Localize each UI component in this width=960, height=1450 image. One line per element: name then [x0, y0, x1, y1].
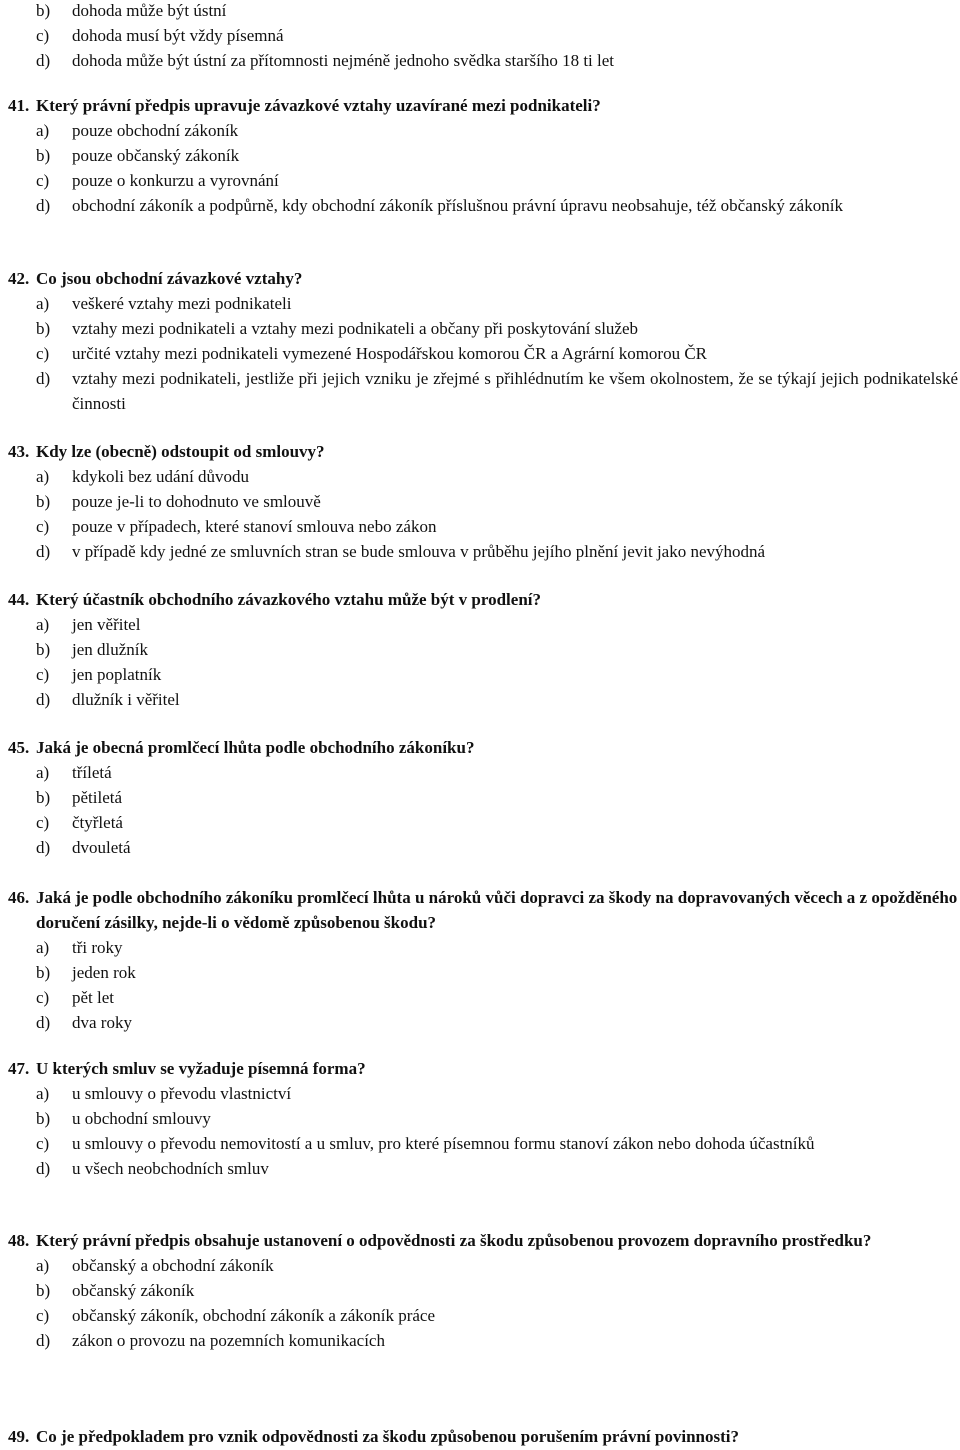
option-row [8, 1131, 958, 1156]
question-text: Jaká je obecná promlčecí lhůta podle obchodního zákoníku? [36, 738, 475, 757]
question-number: 43. [8, 442, 30, 461]
question-48 [8, 1228, 958, 1353]
option-letter: c) [36, 665, 50, 684]
option-row [8, 1303, 958, 1328]
option-row [8, 0, 958, 23]
option-row [8, 1328, 958, 1353]
question-number: 44. [8, 590, 30, 609]
option-letter: b) [36, 788, 51, 807]
option-text: občanský a obchodní zákoník [72, 1256, 274, 1275]
question-number: 46. [8, 888, 30, 907]
question-number: 49. [8, 1427, 30, 1446]
option-row [8, 687, 958, 712]
option-letter: c) [36, 344, 50, 363]
option-text: u všech neobchodních smluv [72, 1159, 269, 1178]
option-text: jeden rok [72, 963, 136, 982]
option-text: dva roky [72, 1013, 132, 1032]
option-text: vztahy mezi podnikateli, jestliže při jejich vzniku je zřejmé s přihlédnutím ke všem okolnostem, že se týkají jejich podnikatelské činnosti [72, 369, 958, 413]
option-text: veškeré vztahy mezi podnikateli [72, 294, 292, 313]
option-row [8, 1010, 958, 1035]
option-text: tříletá [72, 763, 112, 782]
question-42 [8, 266, 958, 416]
question-text: Co jsou obchodní závazkové vztahy? [36, 269, 303, 288]
option-row [8, 464, 958, 489]
option-text: u smlouvy o převodu nemovitostí a u smluv, pro které písemnou formu stanoví zákon nebo dohoda účastníků [72, 1134, 815, 1153]
option-letter: c) [36, 517, 50, 536]
option-row [8, 539, 958, 564]
option-text: dvouletá [72, 838, 131, 857]
question-heading [8, 735, 958, 760]
option-text: pouze je-li to dohodnuto ve smlouvě [72, 492, 321, 511]
option-text: jen věřitel [72, 615, 141, 634]
option-letter: c) [36, 813, 50, 832]
question-43 [8, 439, 958, 564]
question-heading [8, 587, 958, 612]
option-row [8, 1156, 958, 1181]
option-letter: c) [36, 1306, 50, 1325]
option-text: u obchodní smlouvy [72, 1109, 211, 1128]
question-number: 41. [8, 96, 30, 115]
option-text: dlužník i věřitel [72, 690, 180, 709]
option-text: v případě kdy jedné ze smluvních stran se bude smlouva v průběhu jejího plnění jevit jako nevýhodná [72, 542, 766, 561]
question-number: 42. [8, 269, 30, 288]
option-text: kdykoli bez udání důvodu [72, 467, 250, 486]
option-row [8, 514, 958, 539]
option-row [8, 168, 958, 193]
option-text: pouze občanský zákoník [72, 146, 240, 165]
option-letter: d) [36, 196, 51, 215]
question-heading [8, 1056, 958, 1081]
option-text: dohoda může být ústní [72, 1, 227, 20]
question-46 [8, 885, 958, 1035]
option-letter: a) [36, 121, 50, 140]
question-45 [8, 735, 958, 860]
option-row [8, 662, 958, 687]
option-letter: d) [36, 542, 51, 561]
question-text: Který právní předpis upravuje závazkové vztahy uzavírané mezi podnikateli? [36, 96, 601, 115]
option-row [8, 835, 958, 860]
option-row [8, 489, 958, 514]
option-row [8, 612, 958, 637]
option-row [8, 1106, 958, 1131]
intro-options [8, 0, 958, 73]
option-text: občanský zákoník, obchodní zákoník a zákoník práce [72, 1306, 436, 1325]
question-49 [8, 1424, 958, 1449]
option-text: jen dlužník [72, 640, 149, 659]
option-letter: b) [36, 963, 51, 982]
option-letter: d) [36, 690, 51, 709]
option-row [8, 143, 958, 168]
question-text: Který právní předpis obsahuje ustanovení o odpovědnosti za škodu způsobenou provozem dopravního prostředku? [36, 1231, 872, 1250]
option-letter: a) [36, 294, 50, 313]
option-text: pouze obchodní zákoník [72, 121, 239, 140]
question-heading [8, 93, 958, 118]
option-text: tři roky [72, 938, 123, 957]
question-heading [8, 1228, 958, 1253]
option-letter: d) [36, 369, 51, 388]
option-row [8, 760, 958, 785]
option-row [8, 1278, 958, 1303]
option-text: pět let [72, 988, 115, 1007]
option-text: čtyřletá [72, 813, 123, 832]
option-letter: b) [36, 1109, 51, 1128]
question-47 [8, 1056, 958, 1181]
option-letter: c) [36, 26, 50, 45]
option-letter: a) [36, 763, 50, 782]
option-letter: a) [36, 1256, 50, 1275]
option-row [8, 23, 958, 48]
question-heading [8, 266, 958, 291]
option-row [8, 637, 958, 662]
question-41 [8, 93, 958, 218]
option-text: pouze o konkurzu a vyrovnání [72, 171, 279, 190]
option-row [8, 316, 958, 341]
question-number: 45. [8, 738, 30, 757]
option-letter: b) [36, 319, 51, 338]
option-row [8, 810, 958, 835]
option-text: jen poplatník [72, 665, 162, 684]
option-letter: b) [36, 492, 51, 511]
option-letter: a) [36, 615, 50, 634]
option-letter: d) [36, 1159, 51, 1178]
option-text: pouze v případech, které stanoví smlouva nebo zákon [72, 517, 437, 536]
option-text: pětiletá [72, 788, 123, 807]
option-letter: d) [36, 838, 51, 857]
question-heading [8, 439, 958, 464]
option-letter: a) [36, 938, 50, 957]
option-row [8, 785, 958, 810]
question-text: Jaká je podle obchodního zákoníku promlčecí lhůta u nároků vůči dopravci za škody na dopravovaných věcech a z opožděného doručení zásilky, nejde-li o vědomě způsobenou škodu? [36, 888, 958, 932]
option-letter: b) [36, 146, 51, 165]
option-row [8, 960, 958, 985]
option-row [8, 1253, 958, 1278]
option-letter: d) [36, 1331, 51, 1350]
option-text: dohoda může být ústní za přítomnosti nejméně jednoho svědka staršího 18 ti let [72, 51, 615, 70]
option-letter: d) [36, 51, 51, 70]
option-row [8, 118, 958, 143]
option-row [8, 366, 958, 416]
question-text: U kterých smluv se vyžaduje písemná forma? [36, 1059, 366, 1078]
option-text: dohoda musí být vždy písemná [72, 26, 284, 45]
option-row [8, 48, 958, 73]
option-letter: a) [36, 1084, 50, 1103]
question-number: 47. [8, 1059, 30, 1078]
question-text: Co je předpokladem pro vznik odpovědnosti za škodu způsobenou porušením právní povinnosti? [36, 1427, 739, 1446]
question-text: Který účastník obchodního závazkového vztahu může být v prodlení? [36, 590, 542, 609]
option-text: u smlouvy o převodu vlastnictví [72, 1084, 292, 1103]
option-letter: d) [36, 1013, 51, 1032]
question-heading [8, 1424, 958, 1449]
question-text: Kdy lze (obecně) odstoupit od smlouvy? [36, 442, 325, 461]
option-letter: c) [36, 988, 50, 1007]
option-row [8, 935, 958, 960]
option-text: určité vztahy mezi podnikateli vymezené Hospodářskou komorou ČR a Agrární komorou ČR [72, 344, 708, 363]
option-letter: b) [36, 640, 51, 659]
option-row [8, 341, 958, 366]
option-text: vztahy mezi podnikateli a vztahy mezi podnikateli a občany při poskytování služeb [72, 319, 639, 338]
option-row [8, 193, 958, 218]
option-text: zákon o provozu na pozemních komunikacích [72, 1331, 385, 1350]
option-text: obchodní zákoník a podpůrně, kdy obchodní zákoník příslušnou právní úpravu neobsahuje, též občanský zákoník [72, 196, 843, 215]
question-number: 48. [8, 1231, 30, 1250]
question-44 [8, 587, 958, 712]
option-text: občanský zákoník [72, 1281, 195, 1300]
option-letter: c) [36, 1134, 50, 1153]
option-letter: a) [36, 467, 50, 486]
option-letter: c) [36, 171, 50, 190]
option-row [8, 1081, 958, 1106]
option-letter: b) [36, 1, 51, 20]
question-heading [8, 885, 958, 935]
option-letter: b) [36, 1281, 51, 1300]
option-row [8, 985, 958, 1010]
option-row [8, 291, 958, 316]
